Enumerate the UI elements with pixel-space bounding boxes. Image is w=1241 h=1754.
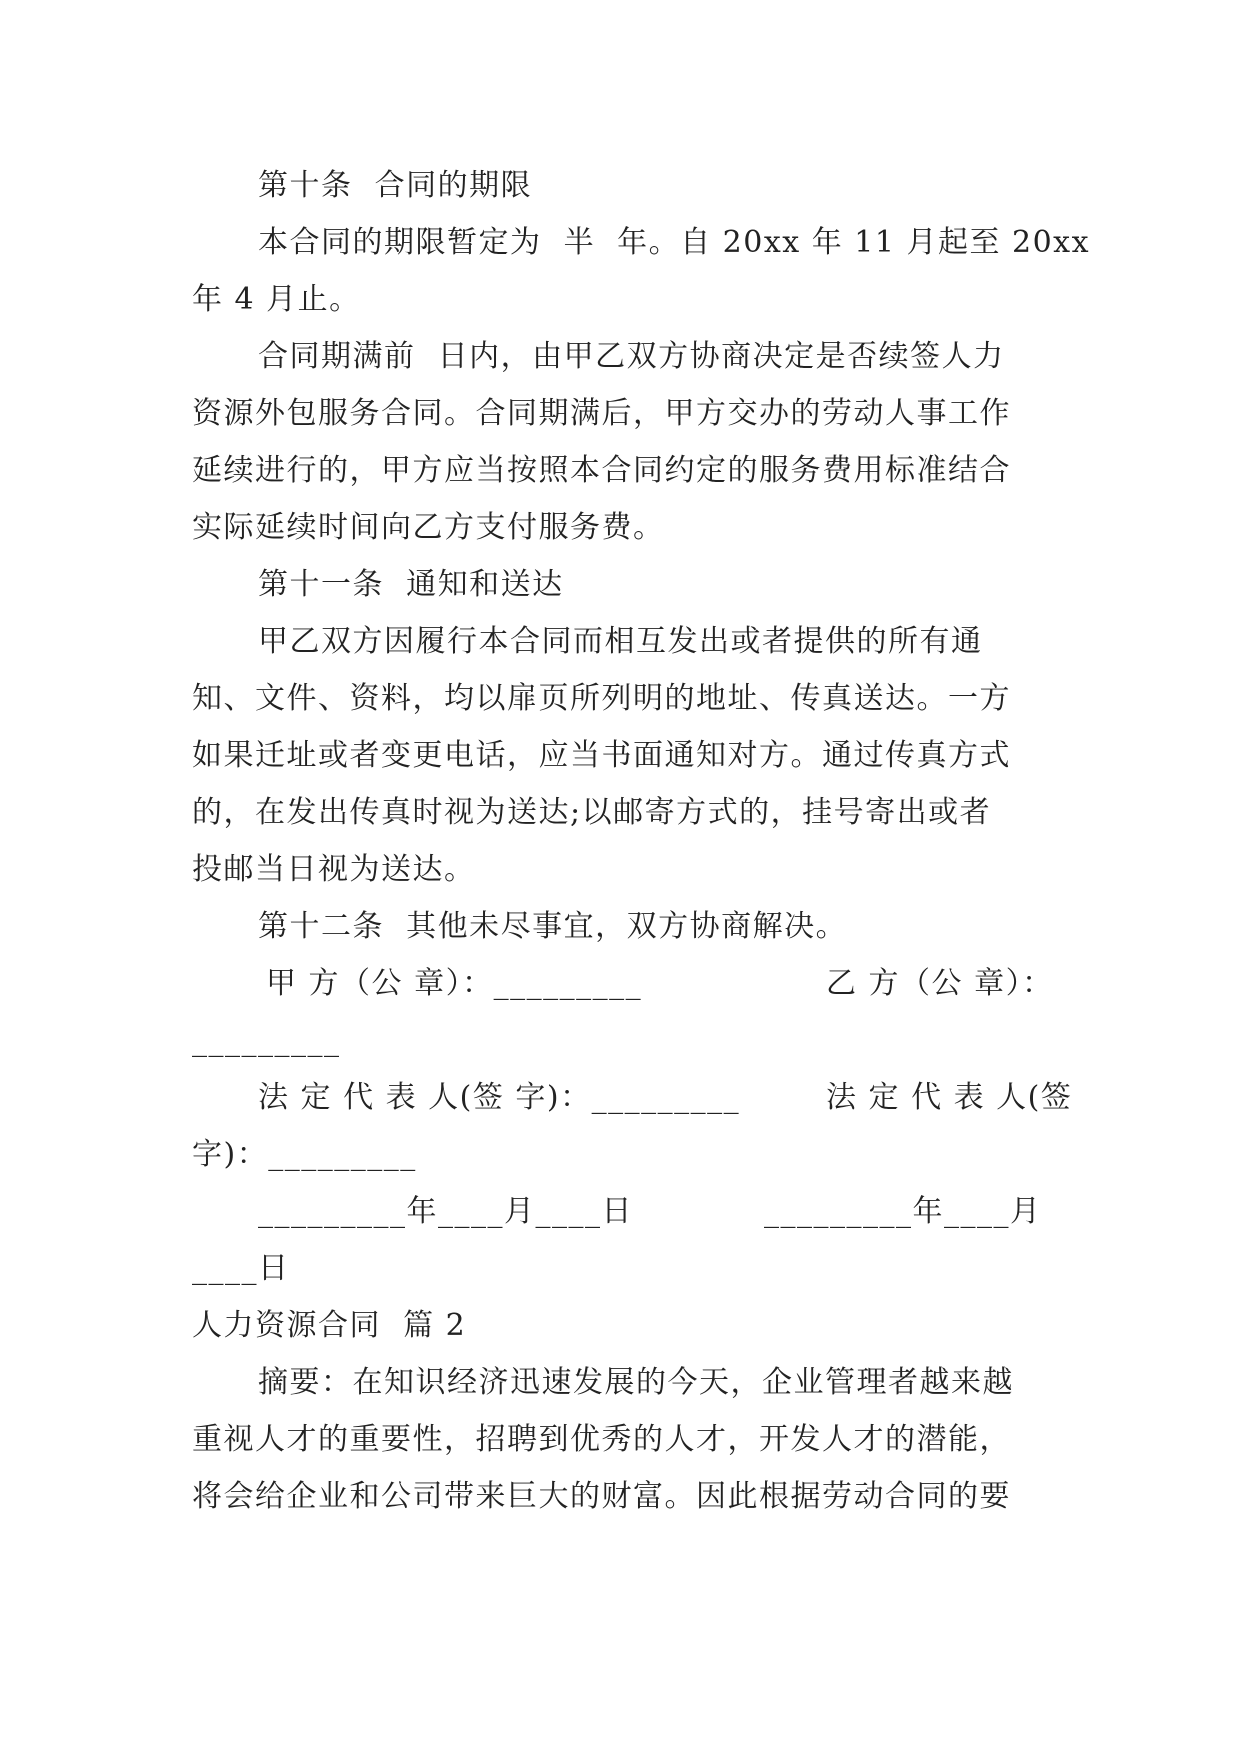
- party-b-seal-blank: _________: [192, 1023, 341, 1058]
- article-10-para1-line1: 本合同的期限暂定为 半 年。自 20xx 年 11 月起至 20xx: [258, 225, 1091, 260]
- article-10-para2-line2: 资源外包服务合同。合同期满后，甲方交办的劳动人事工作: [192, 396, 1011, 431]
- party-b-date: _________年____月: [764, 1194, 1042, 1229]
- party-b-date-end: ____日: [192, 1251, 290, 1286]
- party-b-seal: 乙 方（公 章）：: [826, 966, 1054, 1001]
- section-2-heading: 人力资源合同 篇 2: [192, 1308, 467, 1343]
- abstract-line3: 将会给企业和公司带来巨大的财富。因此根据劳动合同的要: [192, 1479, 1011, 1514]
- article-10-title: 第十条 合同的期限: [258, 168, 533, 203]
- article-10-para1-line2: 年 4 月止。: [192, 282, 361, 317]
- party-b-representative: 法 定 代 表 人(签: [826, 1080, 1073, 1115]
- party-a-representative: 法 定 代 表 人(签 字)：_________: [258, 1080, 741, 1115]
- party-a-date: _________年____月____日: [258, 1194, 633, 1229]
- party-a-seal: 甲 方（公 章）：_________: [266, 966, 643, 1001]
- party-b-representative-cont: 字)：_________: [192, 1137, 417, 1172]
- article-12-title: 第十二条 其他未尽事宜，双方协商解决。: [258, 909, 848, 944]
- abstract-line2: 重视人才的重要性，招聘到优秀的人才，开发人才的潜能，: [192, 1422, 1011, 1457]
- article-11-line3: 如果迁址或者变更电话，应当书面通知对方。通过传真方式: [192, 738, 1011, 773]
- article-10-para2-line4: 实际延续时间向乙方支付服务费。: [192, 510, 665, 545]
- article-11-line4: 的，在发出传真时视为送达;以邮寄方式的，挂号寄出或者: [192, 795, 992, 830]
- abstract-line1: 摘要：在知识经济迅速发展的今天，企业管理者越来越: [258, 1365, 1014, 1400]
- article-10-para2-line1: 合同期满前 日内，由甲乙双方协商决定是否续签人力: [258, 339, 1005, 374]
- article-11-line2: 知、文件、资料，均以扉页所列明的地址、传真送达。一方: [192, 681, 1011, 716]
- article-11-line1: 甲乙双方因履行本合同而相互发出或者提供的所有通: [258, 624, 983, 659]
- article-10-para2-line3: 延续进行的，甲方应当按照本合同约定的服务费用标准结合: [192, 453, 1011, 488]
- article-11-line5: 投邮当日视为送达。: [192, 852, 476, 887]
- article-11-title: 第十一条 通知和送达: [258, 567, 564, 602]
